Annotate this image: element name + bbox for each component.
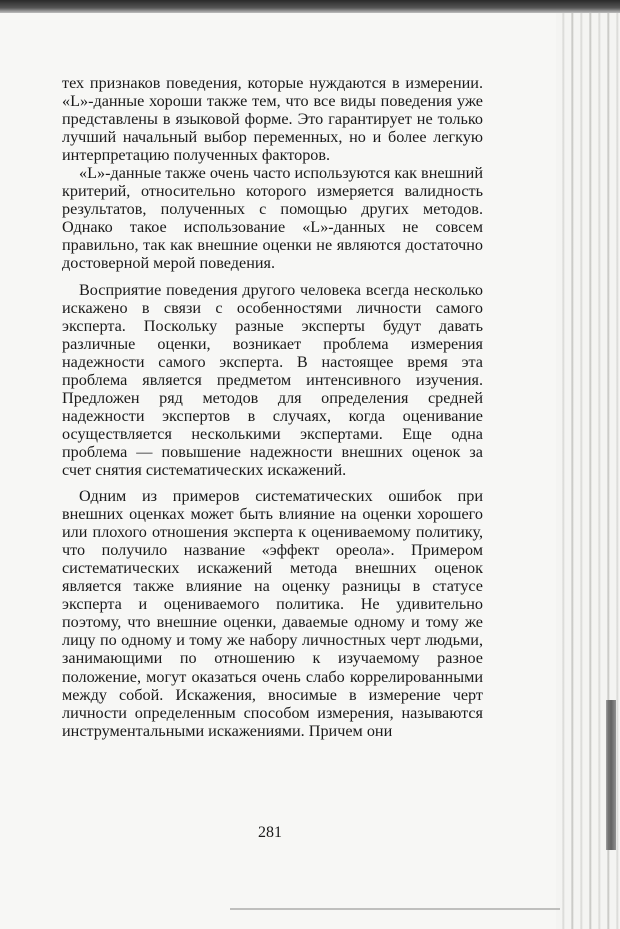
scan-bottom-line: [230, 908, 560, 910]
scan-top-edge: [0, 0, 620, 13]
scan-binding-shadow: [606, 700, 616, 850]
paragraph-1: тех признаков поведения, которые нуждаются в измерении. «L»-данные хороши также тем, что все виды поведения уже представлены в языковой форме. Это гарантирует не только лучший начальный выбор переменных, но и более легкую интерпретацию полученных факторов.: [62, 74, 483, 165]
paragraph-3: Восприятие поведения другого человека всегда несколько искажено в связи с особенностями личности самого эксперта. Поскольку разные эксперты будут давать различные оценки, возникает проблема измерения надежности самого эксперта. В настоящее время эта проблема является предметом интенсивного изучения. Предложен ряд методов для определения средней надежности экспертов в случаях, когда оценивание осуществляется несколькими экспертами. Еще одна проблема — повышение надежности внешних оценок за счет снятия систематических искажений.: [62, 280, 483, 479]
body-text: [62, 74, 483, 740]
paragraph-2: «L»-данные также очень часто используются как внешний критерий, относительно которого измеряется валидность результатов, полученных с помощью других методов. Однако такое использование «L»-данных не совсем правильно, так как внешние оценки не являются достаточно достоверной мерой поведения.: [62, 164, 483, 273]
paragraph-4: Одним из примеров систематических ошибок при внешних оценках может быть влияние на оценки хорошего или плохого отношения эксперта к оцениваемому политику, что получило название «эффект ореола». Примером систематических искажений метода внешних оценок является также влияние на оценку разницы в статусе эксперта и оцениваемого политика. Не удивительно поэтому, что внешние оценки, даваемые одному и тому же лицу по одному и тому же набору личностных черт людьми, занимающими по отношению к изучаемому разное положение, могут оказаться очень слабо коррелированными между собой. Искажения, вносимые в измерение черт личности определенным способом измерения, называются инструментальными искажениями. Причем они: [62, 487, 483, 740]
page-number: 281: [258, 824, 282, 841]
